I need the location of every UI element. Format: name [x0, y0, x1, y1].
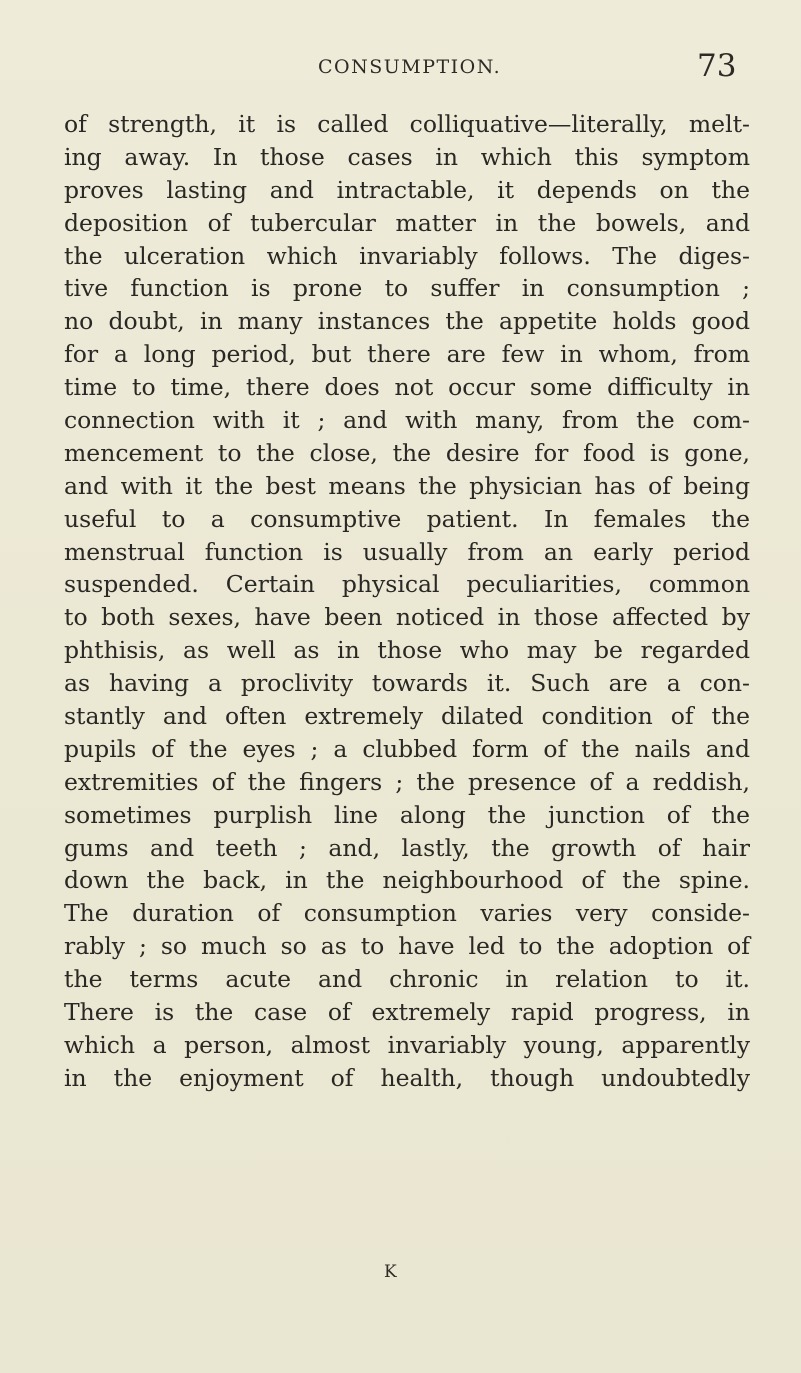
text-line: of strength, it is called colliquative—literally, melt- [64, 110, 750, 138]
text-line: as having a proclivity towards it. Such are a con- [64, 669, 750, 698]
text-line: The duration of consumption varies very conside- [64, 899, 750, 928]
text-line: to both sexes, have been noticed in those affected by [64, 603, 750, 632]
text-line: useful to a consumptive patient. In females the [64, 504, 750, 533]
text-line: sometimes purplish line along the junction of the [64, 800, 750, 829]
text-line: gums and teeth ; and, lastly, the growth of hair [64, 833, 750, 862]
text-line: and with it the best means the physician has of being [64, 471, 750, 500]
text-line: suspended. Certain physical peculiarities, common [64, 570, 750, 599]
text-line: time to time, there does not occur some difficulty in [64, 373, 750, 402]
text-line: mencement to the close, the desire for food is gone, [64, 438, 750, 467]
text-line: proves lasting and intractable, it depends on the [64, 175, 750, 204]
text-line: There is the case of extremely rapid progress, in [64, 998, 750, 1027]
text-line: the terms acute and chronic in relation to it. [64, 965, 750, 994]
text-line: extremities of the fingers ; the presence of a reddish, [64, 767, 750, 796]
text-line: tive function is prone to suffer in consumption ; [64, 274, 750, 303]
text-line: rably ; so much so as to have led to the adoption of [64, 932, 750, 961]
text-line: stantly and often extremely dilated condition of the [64, 702, 750, 731]
text-line: in the enjoyment of health, though undoubtedly [64, 1063, 750, 1092]
running-title: CONSUMPTION. [318, 56, 502, 78]
page-number: 73 [697, 48, 737, 84]
signature-mark: K [384, 1262, 397, 1282]
text-line: no doubt, in many instances the appetite holds good [64, 307, 750, 336]
text-line: deposition of tubercular matter in the bowels, and [64, 208, 750, 237]
text-line: which a person, almost invariably young, apparently [64, 1030, 750, 1059]
text-line: down the back, in the neighbourhood of the spine. [64, 866, 750, 895]
body-text [64, 108, 750, 1095]
text-line: menstrual function is usually from an early period [64, 537, 750, 566]
running-head [0, 44, 801, 84]
text-line: pupils of the eyes ; a clubbed form of the nails and [64, 734, 750, 763]
text-line: the ulceration which invariably follows. The diges- [64, 241, 750, 270]
text-line: for a long period, but there are few in whom, from [64, 340, 750, 369]
text-line: phthisis, as well as in those who may be regarded [64, 636, 750, 665]
text-line: ing away. In those cases in which this symptom [64, 142, 750, 171]
text-line: connection with it ; and with many, from the com- [64, 406, 750, 435]
